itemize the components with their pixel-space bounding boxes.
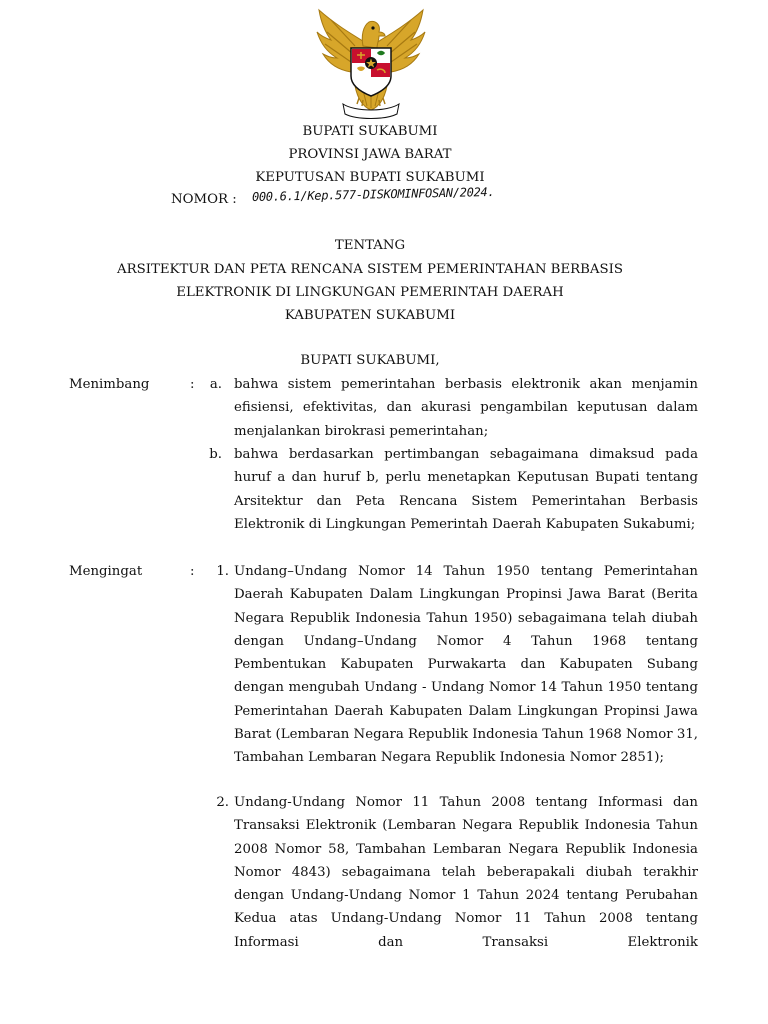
considering-label: Menimbang bbox=[69, 377, 150, 392]
garuda-emblem-icon bbox=[311, 6, 431, 122]
heading-decree: KEPUTUSAN BUPATI SUKABUMI bbox=[255, 170, 485, 185]
decree-number-label: NOMOR : bbox=[171, 192, 237, 207]
subject-line-2: ELEKTRONIK DI LINGKUNGAN PEMERINTAH DAERAH bbox=[176, 285, 564, 300]
considering-marker-a: a. bbox=[209, 377, 222, 392]
considering-item-b: bahwa berdasarkan pertimbangan sebagaimana dimaksud pada huruf a dan huruf b, perlu menetapkan Keputusan Bupati tentang Arsitektur dan Peta Rencana Sistem Pemerintahan Berbasis Elektronik di Lingkungan Pemerintah Daerah Kabupaten Sukabumi; bbox=[234, 447, 698, 532]
issuer-heading: BUPATI SUKABUMI, bbox=[300, 353, 440, 368]
heading-bupati: BUPATI SUKABUMI bbox=[302, 124, 438, 139]
recalling-marker-1: 1. bbox=[216, 564, 229, 579]
subject-line-3: KABUPATEN SUKABUMI bbox=[284, 308, 456, 323]
subject-tentang: TENTANG bbox=[334, 238, 406, 253]
recalling-marker-2: 2. bbox=[216, 795, 229, 810]
recalling-colon: : bbox=[190, 564, 195, 579]
considering-item-a: bahwa sistem pemerintahan berbasis elektronik akan menjamin efisiensi, efektivitas, dan akurasi pengambilan keputusan dalam menjalankan birokrasi pemerintahan; bbox=[234, 377, 698, 439]
considering-marker-b: b. bbox=[209, 447, 222, 462]
heading-province: PROVINSI JAWA BARAT bbox=[288, 147, 452, 162]
considering-colon: : bbox=[190, 377, 195, 392]
recalling-label: Mengingat bbox=[69, 564, 143, 579]
recalling-item-1: Undang–Undang Nomor 14 Tahun 1950 tentang Pemerintahan Daerah Kabupaten Dalam Lingkungan Propinsi Jawa Barat (Berita Negara Republik Indonesia Tahun 1950) sebagaimana telah diubah dengan Undang–Undang Nomor 4 Tahun 1968 tentang Pembentukan Kabupaten Purwakarta dan Kabupaten Subang dengan mengubah Undang - Undang Nomor 14 Tahun 1950 tentang Pemerintahan Daerah Kabupaten Dalam Lingkungan Propinsi Jawa Barat (Lembaran Negara Republik Indonesia Tahun 1968 Nomor 31, Tambahan Lembaran Negara Republik Indonesia Nomor 2851); bbox=[234, 564, 699, 766]
recalling-item-2: Undang-Undang Nomor 11 Tahun 2008 tentang Informasi dan Transaksi Elektronik (Lembaran Negara Republik Indonesia Tahun 2008 Nomor 58, Tambahan Lembaran Negara Republik Indonesia Nomor 4843) sebagaimana telah beberapakali diubah terakhir dengan Undang-Undang Nomor 1 Tahun 2024 tentang Perubahan Kedua atas Undang-Undang Nomor 11 Tahun 2008 tentang Informasi dan Transaksi Elektronik bbox=[234, 795, 698, 950]
subject-line-1: ARSITEKTUR DAN PETA RENCANA SISTEM PEMERINTAHAN BERBASIS bbox=[116, 262, 624, 277]
decree-number-handwritten: 000.6.1/Kep.577-DISKOMINFOSAN/2024. bbox=[251, 184, 495, 204]
